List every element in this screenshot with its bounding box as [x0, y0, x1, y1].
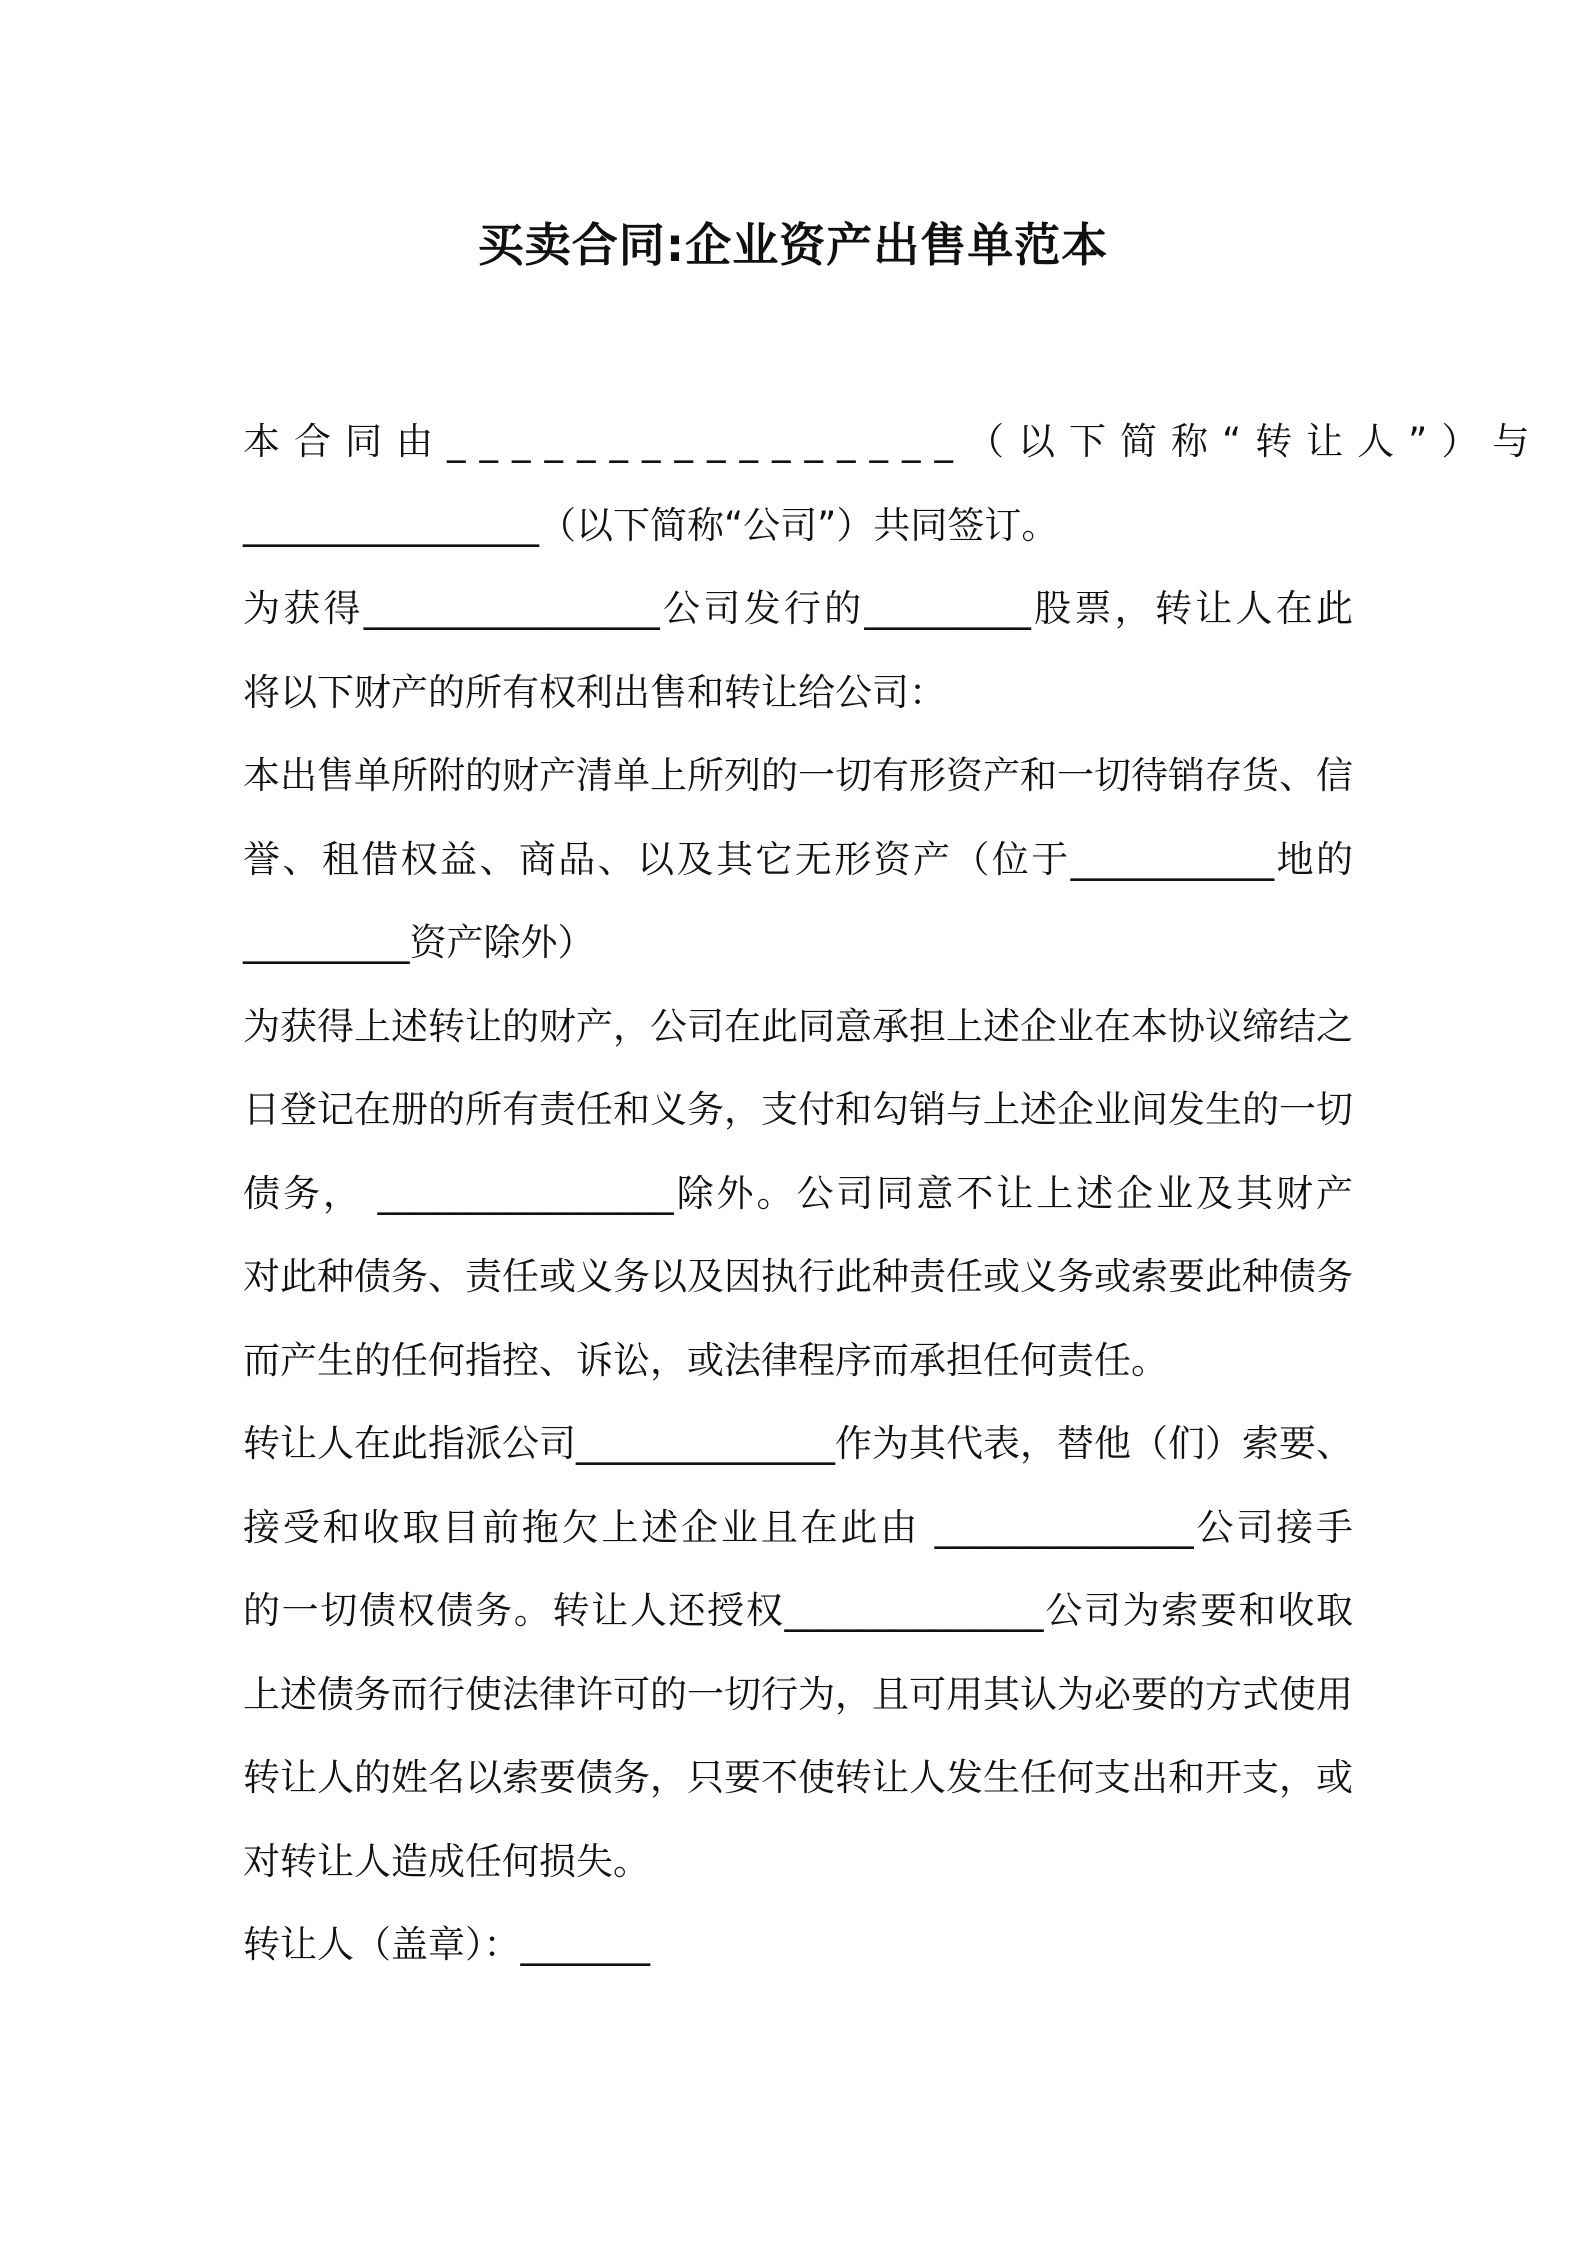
text-line: 将以下财产的所有权利出售和转让给公司： [243, 670, 946, 714]
text-line: 接受和收取目前拖欠上述企业且在此由 ______________公司接手 [243, 1505, 1353, 1549]
text-line: 日登记在册的所有责任和义务，支付和勾销与上述企业间发生的一切 [243, 1088, 1353, 1131]
text-line: ________________（以下简称“公司”）共同签订。 [243, 503, 1059, 547]
text-line: 本出售单所附的财产清单上所列的一切有形资产和一切待销存货、信 [243, 754, 1353, 797]
text-line: 而产生的任何指控、诉讼，或法律程序而承担任何责任。 [243, 1338, 1168, 1382]
text-line: 债务， ________________除外。公司同意不让上述企业及其财产 [243, 1171, 1353, 1215]
document-title: 买卖合同:企业资产出售单范本 [477, 218, 1109, 272]
document-body [243, 400, 1544, 1987]
text-line: 转让人的姓名以索要债务，只要不使转让人发生任何支出和开支，或 [243, 1756, 1353, 1799]
text-line: _________资产除外） [243, 921, 595, 964]
text-line: 的一切债权债务。转让人还授权______________公司为索要和收取 [243, 1589, 1353, 1632]
text-line: 誉、租借权益、商品、以及其它无形资产（位于___________地的 [243, 837, 1353, 881]
signature-line: 转让人（盖章）：_______ [243, 1923, 650, 1966]
text-line: 本合同由________________（以下简称“转让人”）与 [243, 420, 1544, 463]
text-line: 为获得上述转让的财产，公司在此同意承担上述企业在本协议缔结之 [243, 1004, 1353, 1048]
text-line: 转让人在此指派公司______________作为其代表，替他（们）索要、 [243, 1422, 1353, 1465]
text-line: 上述债务而行使法律许可的一切行为，且可用其认为必要的方式使用 [243, 1672, 1353, 1716]
text-line: 对转让人造成任何损失。 [243, 1839, 650, 1883]
text-line: 对此种债务、责任或义务以及因执行此种责任或义务或索要此种债务 [243, 1255, 1353, 1298]
text-line: 为获得________________公司发行的_________股票，转让人在此 [243, 587, 1353, 630]
